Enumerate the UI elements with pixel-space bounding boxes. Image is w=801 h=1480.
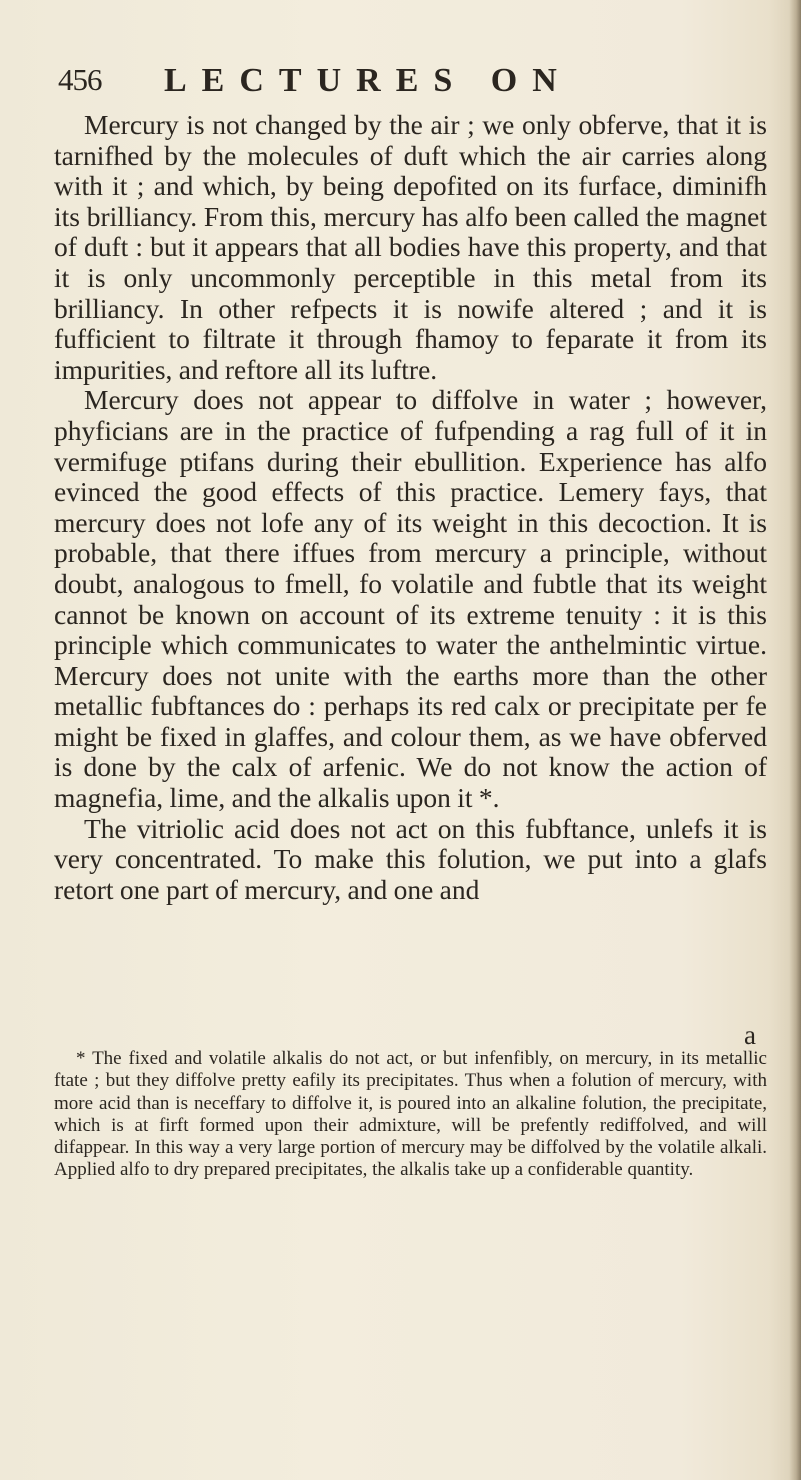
running-head [58, 62, 758, 102]
paragraph-1: Mercury is not changed by the air ; we only obferve, that it is tarnifhed by the molecules of duft which the air carries along with it ; and which, by being depofited on its furface, diminifh its brilliancy. From this, mercury has alfo been called the magnet of duft : but it appears that all bodies have this property, and that it is only uncommonly perceptible in this metal from its brilliancy. In other refpects it is nowife altered ; and it is fufficient to filtrate it through fhamoy to feparate it from its impurities, and reftore all its luftre. [54, 109, 767, 385]
page-edge-shadow [789, 0, 801, 1480]
footnote: * The fixed and volatile alkalis do not act, or but infenfibly, on mercury, in its metallic ftate ; but they diffolve pretty eafily its precipitates. Thus when a folution of mercury, with more acid than is neceffary to diffolve it, is poured into an alkaline folution, the precipitate, which is at firft formed upon their admixture, will be prefently rediffolved, and will difappear. In this way a very large portion of mercury may be diffolved by the volatile alkali. Applied alfo to dry prepared precipitates, the alkalis take up a confiderable quantity. [54, 1048, 767, 1181]
page-number: 456 [58, 62, 102, 97]
catchword: a [744, 1020, 756, 1050]
paragraph-3: The vitriolic acid does not act on this fubftance, unlefs it is very concentrated. To make this folution, we put into a glafs retort one part of mercury, and one and [54, 812, 767, 905]
main-text [54, 110, 767, 905]
paragraph-2: Mercury does not appear to diffolve in water ; however, phyficians are in the practice of fufpending a rag full of it in vermifuge ptifans during their ebullition. Experience has alfo evinced the good effects of this practice. Lemery fays, that mercury does not lofe any of its weight in this decoction. It is probable, that there iffues from mercury a principle, without doubt, analogous to fmell, fo volatile and fubtle that its weight cannot be known on account of its extreme tenuity : it is this principle which communicates to water the anthelmintic virtue. Mercury does not unite with the earths more than the other metallic fubftances do : perhaps its red calx or precipitate per fe might be fixed in glaffes, and colour them, as we have obferved is done by the calx of arfenic. We do not know the action of magnefia, lime, and the alkalis upon it *. [54, 384, 767, 814]
running-title: LECTURES ON [164, 62, 572, 99]
